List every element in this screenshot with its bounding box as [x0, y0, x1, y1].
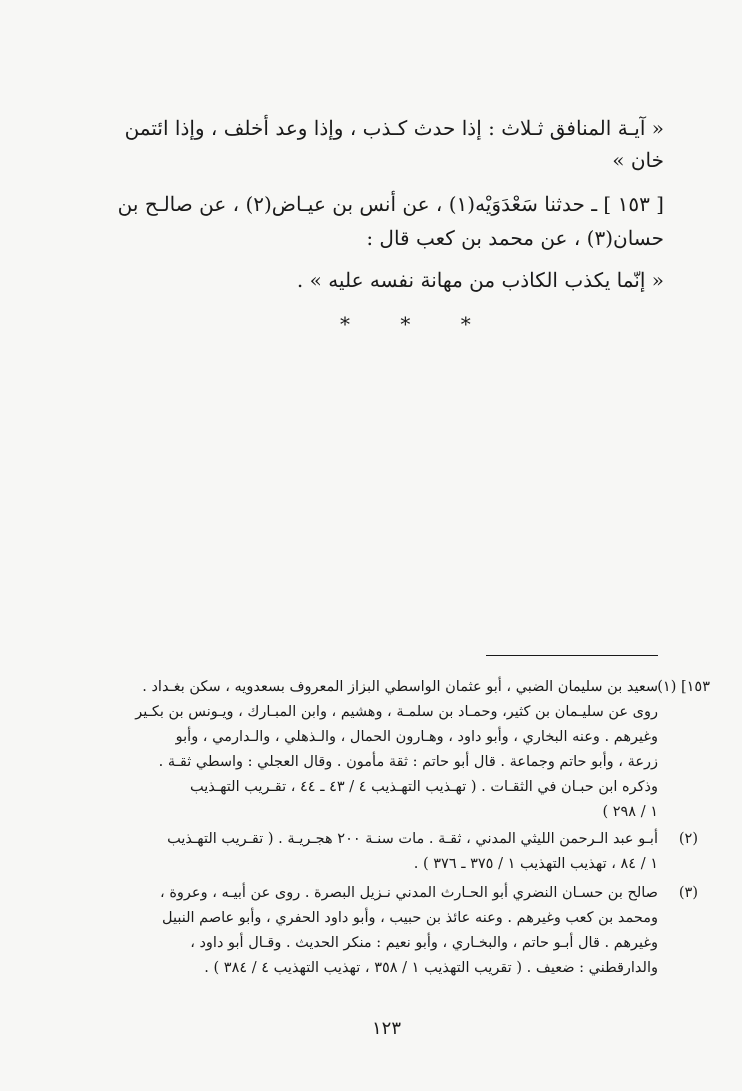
hadith-isnad-line: حسان(٣) ، عن محمد بن كعب قال : — [366, 226, 664, 250]
footnote-rule — [486, 655, 658, 656]
hadith-matn-line: « إنّما يكذب الكاذب من مهانة نفسه عليه » . — [296, 268, 664, 292]
footnote-marker: ١٥٣] (١) — [657, 679, 710, 695]
footnote-line: ١ / ٨٤ ، تهذيب التهذيب ١ / ٣٧٥ ـ ٣٧٦ ) . — [413, 856, 658, 872]
footnote-line: وذكره ابن حبـان في الثقـات . ( تهـذيب التهـذيب ٤ / ٤٣ ـ ٤٤ ، تقـريب التهـذيب — [189, 779, 658, 795]
footnote-line: سعيد بن سليمان الضبي ، أبو عثمان الواسطي البزاز المعروف بسعدويه ، سكن بغـداد . — [142, 679, 658, 695]
main-text-line: « آيـة المنافق ثـلاث : إذا حدث كـذب ، وإذا وعد أخلف ، وإذا ائتمن — [124, 116, 664, 140]
footnote-line: روى عن سليـمان بن كثير، وحمـاد بن سلمـة ، وهشيم ، وابن المبـارك ، ويـونس بن بكـير — [135, 704, 658, 720]
footnote-line: وغيرهم . قال أبـو حاتم ، والبخـاري ، وأبو نعيم : منكر الحديث . وقـال أبو داود ، — [190, 935, 658, 951]
footnote-3 — [78, 885, 698, 986]
footnote-marker: (٢) — [678, 831, 698, 847]
footnote-1 — [78, 679, 710, 830]
section-separator: * * * — [340, 312, 493, 336]
main-text-line: خان » — [612, 148, 664, 172]
footnote-line: صالح بن حسـان النضري أبو الحـارث المدني نـزيل البصرة . روى عن أبيـه ، وعروة ، — [160, 885, 658, 901]
page-number: ١٢٣ — [372, 1018, 402, 1039]
footnote-line: زرعة ، وأبو حاتم وجماعة . قال أبو حاتم : ثقة مأمون . وقال العجلي : واسطي ثقـة . — [158, 754, 658, 770]
footnote-marker: (٣) — [678, 885, 698, 901]
footnote-line: والدارقطني : ضعيف . ( تقريب التهذيب ١ / ٣٥٨ ، تهذيب التهذيب ٤ / ٣٨٤ ) . — [204, 960, 658, 976]
hadith-isnad-line: [ ١٥٣ ] ـ حدثنا سَعْدَوَيْه(١) ، عن أنس بن عيـاض(٢) ، عن صالـح بن — [117, 192, 664, 216]
footnote-line: ومحمد بن كعب وغيرهم . وعنه عائذ بن حبيب ، وأبو داود الحفري ، وأبو عاصم النبيل — [162, 910, 658, 926]
footnote-line: ١ / ٢٩٨ ) — [602, 804, 658, 820]
footnote-2 — [78, 831, 698, 882]
footnote-line: وغيرهم . وعنه البخاري ، وأبو داود ، وهـارون الحمال ، والـذهلي ، والـدارمي ، وأبو — [175, 729, 658, 745]
footnote-line: أبـو عبد الـرحمن الليثي المدني ، ثقـة . مات سنـة ٢٠٠ هجـريـة . ( تقـريب التهـذيب — [167, 831, 658, 847]
